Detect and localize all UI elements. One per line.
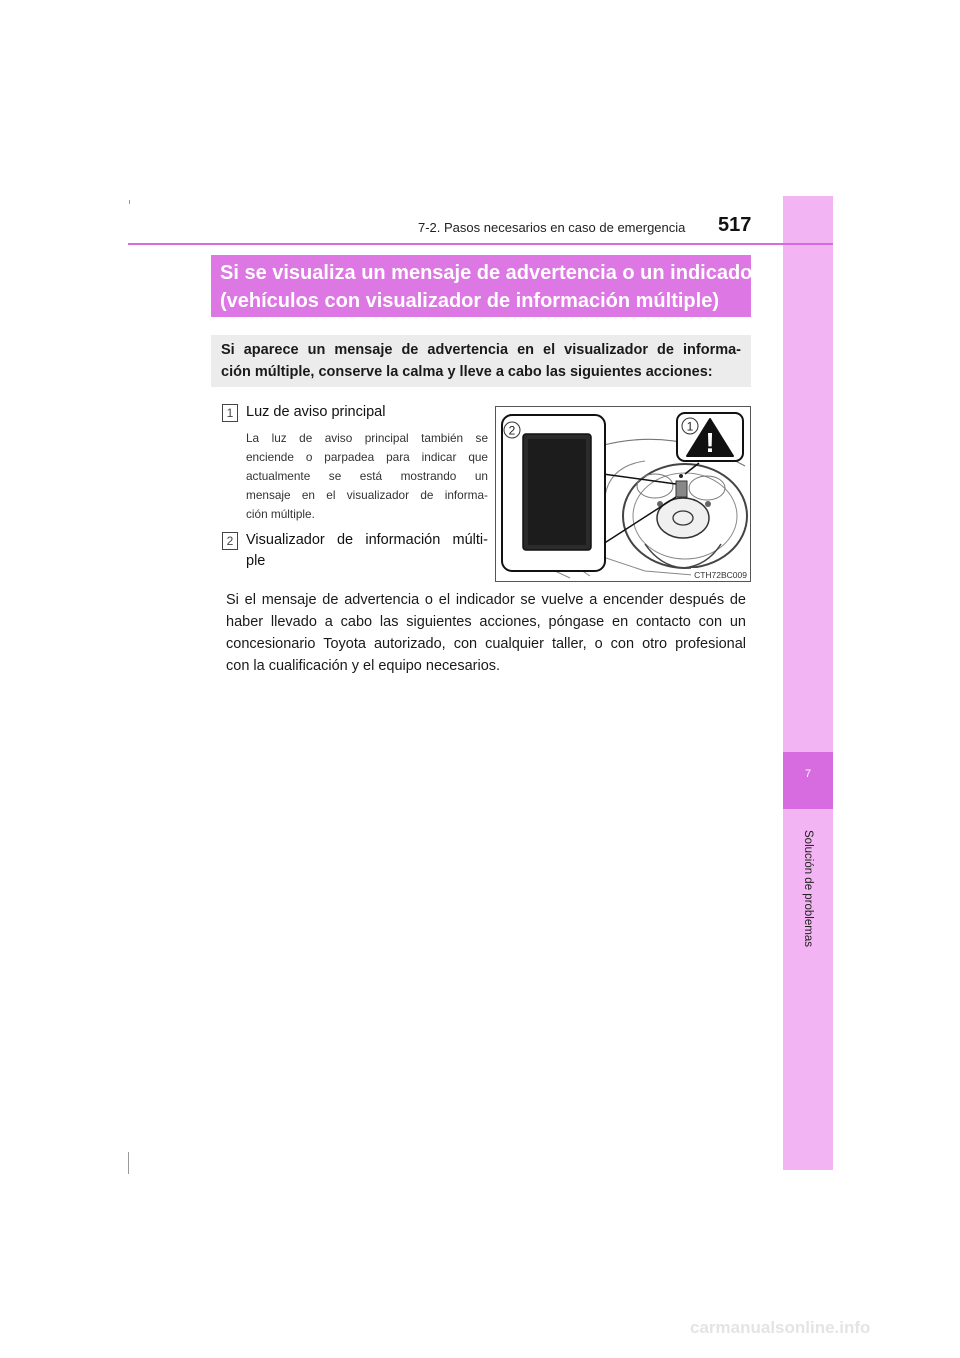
header-rule xyxy=(128,243,833,245)
item-title xyxy=(246,530,488,572)
callout-number-2: 2 xyxy=(508,423,516,438)
paragraph-line: con la cualificación y el equipo necesarios. xyxy=(226,658,501,674)
intro-line-1: Si aparece un mensaje de advertencia en el visualizador de informa- xyxy=(221,342,741,358)
item-2 xyxy=(222,530,488,572)
intro-line-2: ción múltiple, conserve la calma y lleve a cabo las siguientes acciones: xyxy=(221,364,713,380)
callout-number-1: 1 xyxy=(686,419,694,434)
section-label: 7-2. Pasos necesarios en caso de emergencia xyxy=(418,220,686,235)
item-description xyxy=(246,429,488,524)
chapter-tab xyxy=(783,752,833,809)
item-description-line: enciende o parpadea para indicar que xyxy=(246,450,488,464)
item-description-line: La luz de aviso principal también se xyxy=(246,431,488,445)
section-title-line-1: Si se visualiza un mensaje de advertencia o un indicador xyxy=(220,262,761,284)
section-title-line-2: (vehículos con visualizador de información múltiple) xyxy=(220,290,719,312)
chapter-side-band xyxy=(783,196,833,1170)
paragraph-line: concesionario Toyota autorizado, con cualquier taller, o con otro profesional xyxy=(226,636,746,652)
item-number-badge: 1 xyxy=(222,404,238,422)
dashboard-illustration xyxy=(495,406,751,582)
dashboard-illustration-svg xyxy=(495,406,751,582)
paragraph-line: haber llevado a cabo las siguientes acciones, póngase en contacto con un xyxy=(226,614,746,630)
figure-code: CTH72BC009 xyxy=(694,570,747,580)
crop-mark xyxy=(129,200,130,204)
page-number: 517 xyxy=(718,214,752,236)
warning-symbol: ! xyxy=(705,427,715,458)
item-title: Luz de aviso principal xyxy=(246,404,386,420)
item-description-line: actualmente se está mostrando un xyxy=(246,469,488,483)
cluster-display-icon xyxy=(676,481,687,497)
warning-lamp-icon xyxy=(679,474,683,478)
watermark: carmanualsonline.info xyxy=(690,1318,871,1337)
item-description-line: mensaje en el visualizador de informa- xyxy=(246,488,488,502)
item-description-line: ción múltiple. xyxy=(246,507,315,521)
item-title-line: ple xyxy=(246,553,266,569)
chapter-title: Solución de problemas xyxy=(802,830,814,947)
item-number-badge: 2 xyxy=(222,532,238,550)
intro-box xyxy=(211,335,751,387)
paragraph-line: Si el mensaje de advertencia o el indicador se vuelve a encender después de xyxy=(226,592,746,608)
crop-mark xyxy=(128,1152,129,1174)
item-1 xyxy=(222,402,488,524)
item-title-line: Visualizador de información múlti- xyxy=(246,532,488,548)
section-title-box xyxy=(211,255,761,317)
display-screen xyxy=(528,439,586,545)
body-paragraph xyxy=(226,589,746,677)
chapter-number: 7 xyxy=(804,768,812,780)
